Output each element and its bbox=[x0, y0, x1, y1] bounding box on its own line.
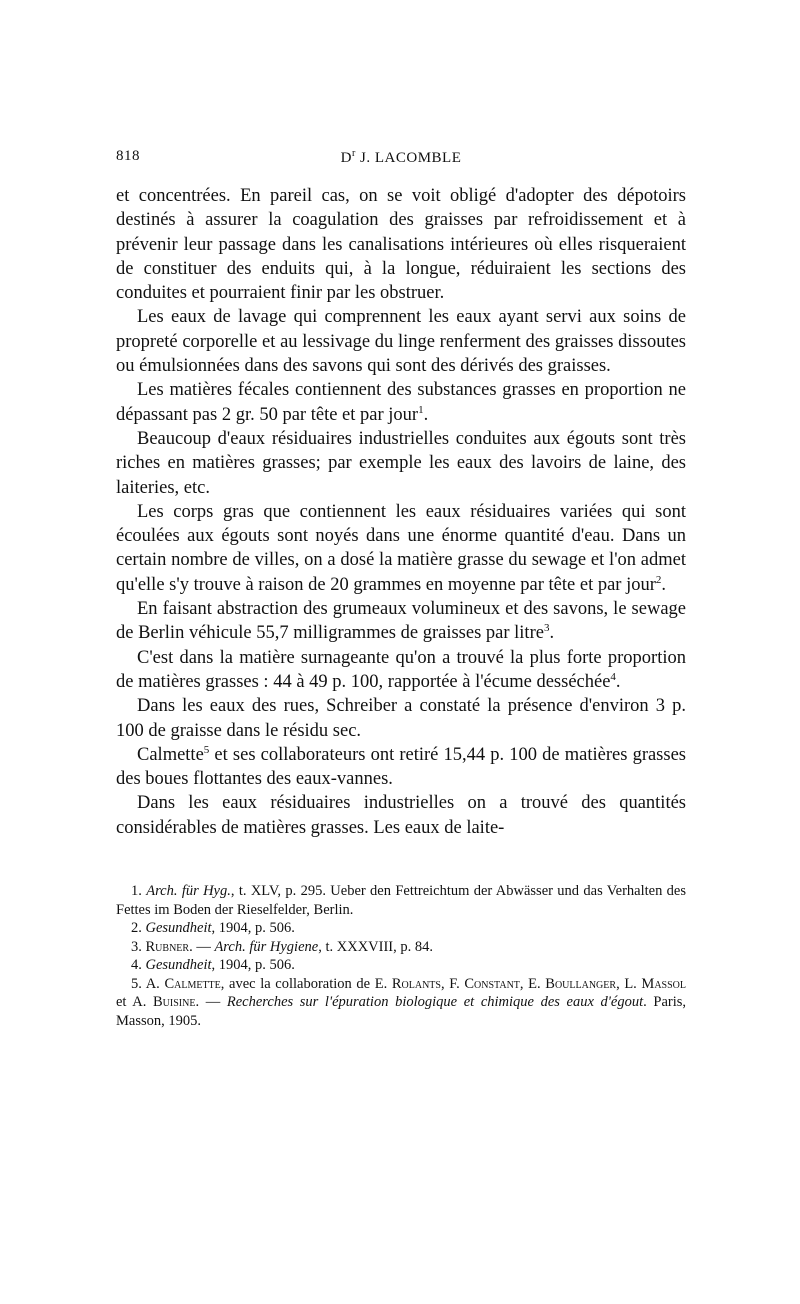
footnote-3 bbox=[116, 938, 686, 957]
paragraph-8: Dans les eaux des rues, Schreiber a constaté la présence d'environ 3 p. 100 de graisse dans le résidu sec. bbox=[116, 696, 686, 741]
footnote-3-journal: Arch. für Hygiene bbox=[214, 938, 319, 955]
paragraph-9-rest: et ses collaborateurs ont retiré 15,44 p. 100 de matières grasses des boues flottantes des eaux-vannes. bbox=[116, 744, 686, 790]
paragraph-6 bbox=[116, 597, 686, 646]
footnote-3-number: 3. bbox=[131, 938, 142, 955]
footnote-2-journal: Gesundheit bbox=[145, 920, 212, 937]
footnote-1-text: , t. XLV, p. 295. Ueber den Fettreichtum der Abwässer und das Verhalten des Fettes im Boden der Rieselfelder, Berlin. bbox=[116, 883, 687, 918]
page bbox=[116, 140, 686, 1030]
author-prefix: D bbox=[340, 150, 352, 166]
footnote-5-massol: Massol bbox=[641, 975, 686, 992]
footnote-5-rolants: Rolants bbox=[391, 975, 441, 992]
footnote-4-text: , 1904, p. 506. bbox=[211, 957, 295, 974]
footnote-ref-1: 1 bbox=[418, 403, 424, 416]
footnote-4-journal: Gesundheit bbox=[145, 957, 212, 974]
footnote-5-calmette: Calmette bbox=[164, 975, 221, 992]
footnote-1-number: 1. bbox=[131, 883, 142, 900]
footnote-2 bbox=[116, 919, 686, 938]
footnote-4 bbox=[116, 956, 686, 975]
paragraph-9 bbox=[116, 743, 686, 792]
footnote-ref-5: 5 bbox=[203, 743, 210, 756]
paragraph-7 bbox=[116, 646, 686, 695]
footnote-5-f: et A. bbox=[116, 994, 154, 1011]
paragraph-4: Beaucoup d'eaux résiduaires industrielles conduites aux égouts sont très riches en matières grasses; par exemple les eaux des lavoirs de laine, des laiteries, etc. bbox=[116, 428, 686, 498]
paragraph-3-text: Les matières fécales contiennent des substances grasses en proportion ne dépassant pas 2 gr. 50 par tête et par jour bbox=[116, 380, 686, 425]
author-prefix-sup: r bbox=[351, 148, 356, 159]
paragraph-5-text: Les corps gras que contiennent les eaux résiduaires variées qui sont écoulées aux égouts sont noyés dans une énorme quantité d'eau. Dans un certain nombre de villes, on a dosé la matière grasse du sewage et l'on admet qu'elle s'y trouve à raison de 20 grammes en moyenne par tête et par jour bbox=[116, 501, 686, 595]
footnote-2-number: 2. bbox=[131, 920, 142, 937]
footnote-3-text: , t. XXXVIII, p. 84. bbox=[318, 938, 433, 955]
footnote-5-title: Recherches sur l'épuration biologique et chimique des eaux d'égout bbox=[226, 994, 644, 1011]
footnote-5-number: 5. bbox=[131, 975, 142, 992]
footnote-5-a: A. bbox=[145, 975, 165, 992]
paragraph-7-end: . bbox=[615, 671, 621, 692]
paragraph-1: et concentrées. En pareil cas, on se voit obligé d'adopter des dépotoirs destinés à assurer la coagulation des graisses par refroidissement et à prévenir leur passage dans les canalisations intérieures où elles risqueraient de constituer des enduits qui, à la longue, réduiraient les sections des conduites et pourraient finir par les obstruer. bbox=[116, 186, 686, 304]
author-header bbox=[116, 148, 686, 167]
footnote-5-e: , L. bbox=[616, 975, 642, 992]
paragraph-6-end: . bbox=[549, 623, 555, 644]
footnote-5 bbox=[116, 975, 686, 1031]
footnote-2-text: , 1904, p. 506. bbox=[211, 920, 295, 937]
running-head bbox=[116, 140, 686, 170]
footnote-5-buisine: Buisine bbox=[153, 994, 196, 1011]
paragraph-2: Les eaux de lavage qui comprennent les eaux ayant servi aux soins de propreté corporelle et au lessivage du linge renferment des graisses dissoutes ou émulsionnées dans des savons qui sont des dérivés des graisses. bbox=[116, 307, 686, 377]
footnote-1 bbox=[116, 882, 686, 919]
footnote-ref-2: 2 bbox=[655, 573, 662, 586]
footnote-3-dash: . — bbox=[189, 938, 215, 955]
footnote-5-boullanger: Boullanger bbox=[545, 975, 617, 992]
paragraph-5 bbox=[116, 500, 686, 597]
footnote-5-b: , avec la collaboration de E. bbox=[220, 975, 392, 992]
footnote-3-author: Rubner bbox=[145, 938, 190, 955]
paragraph-3 bbox=[116, 378, 686, 427]
footnote-1-journal: Arch. für Hyg. bbox=[146, 883, 231, 900]
paragraph-6-text: En faisant abstraction des grumeaux volumineux et des savons, le sewage de Berlin véhicule 55,7 milligrammes de graisses par litre bbox=[116, 599, 686, 644]
footnotes bbox=[116, 882, 686, 1030]
footnote-5-h: . Paris, Masson, 1905. bbox=[116, 994, 687, 1029]
author-name: J. LACOMBLE bbox=[360, 150, 462, 166]
page-number: 818 bbox=[116, 148, 140, 164]
paragraph-3-end: . bbox=[423, 404, 429, 425]
footnote-5-d: , E. bbox=[519, 975, 546, 992]
footnote-5-g: . — bbox=[195, 994, 227, 1011]
paragraph-7-text: C'est dans la matière surnageante qu'on a trouvé la plus forte proportion de matières grasses : 44 à 49 p. 100, rapportée à l'écume desséchée bbox=[116, 647, 686, 692]
footnote-5-c: , F. bbox=[440, 975, 465, 992]
footnote-5-constant: Constant bbox=[464, 975, 520, 992]
footnote-ref-3: 3 bbox=[543, 622, 550, 635]
body-text bbox=[116, 184, 686, 840]
footnote-ref-4: 4 bbox=[610, 670, 616, 683]
footnote-4-number: 4. bbox=[131, 957, 142, 974]
paragraph-10: Dans les eaux résiduaires industrielles on a trouvé des quantités considérables de matières grasses. Les eaux de laite- bbox=[116, 793, 686, 838]
paragraph-5-end: . bbox=[661, 574, 667, 595]
paragraph-9-start: Calmette bbox=[137, 744, 204, 765]
